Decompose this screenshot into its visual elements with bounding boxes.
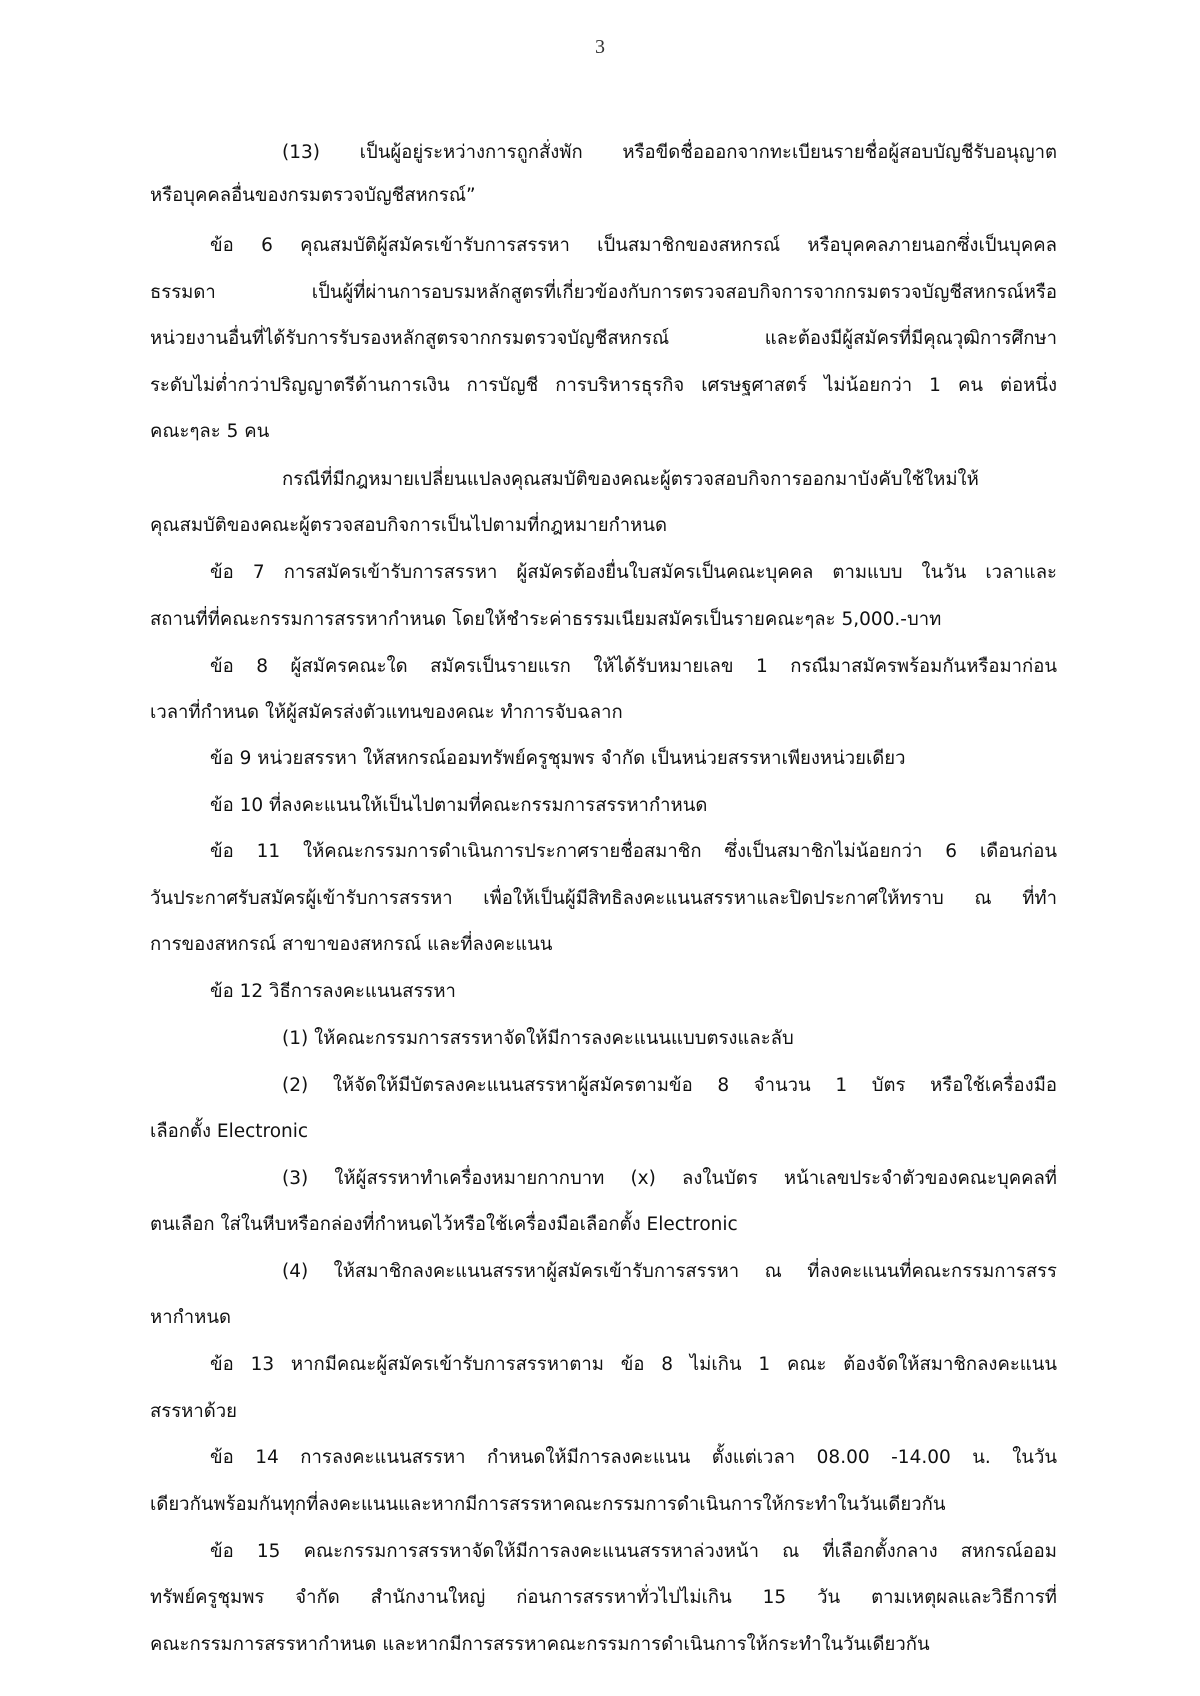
paragraph-line: กรณีที่มีกฎหมายเปลี่ยนแปลงคุณสมบัติของคณะผู้ตรวจสอบกิจการออกมาบังคับใช้ใหม่ให้ xyxy=(282,469,979,490)
paragraph-line: (1) ให้คณะกรรมการสรรหาจัดให้มีการลงคะแนนแบบตรงและลับ xyxy=(282,1028,794,1049)
paragraph-line: ข้อ 11 ให้คณะกรรมการดำเนินการประกาศรายชื่อสมาชิก ซึ่งเป็นสมาชิกไม่น้อยกว่า 6 เดือนก่อน xyxy=(210,841,1057,862)
paragraph-line: เลือกตั้ง Electronic xyxy=(150,1121,309,1142)
page-number: 3 xyxy=(595,36,605,58)
paragraph-line: ระดับไม่ต่ำกว่าปริญญาตรีด้านการเงิน การบัญชี การบริหารธุรกิจ เศรษฐศาสตร์ ไม่น้อยกว่า 1 คน ต่อหนึ่ง xyxy=(150,375,1057,396)
paragraph-line: (4) ให้สมาชิกลงคะแนนสรรหาผู้สมัครเข้ารับการสรรหา ณ ที่ลงคะแนนที่คณะกรรมการสรร xyxy=(282,1261,1057,1282)
paragraph-line: ตนเลือก ใส่ในหีบหรือกล่องที่กำหนดไว้หรือใช้เครื่องมือเลือกตั้ง Electronic xyxy=(150,1214,738,1235)
paragraph-line: (2) ให้จัดให้มีบัตรลงคะแนนสรรหาผู้สมัครตามข้อ 8 จำนวน 1 บัตร หรือใช้เครื่องมือ xyxy=(282,1075,1057,1096)
paragraph-line: หน่วยงานอื่นที่ได้รับการรับรองหลักสูตรจากกรมตรวจบัญชีสหกรณ์ และต้องมีผู้สมัครที่มีคุณวุฒิการศึกษา xyxy=(150,328,1057,349)
paragraph-line: วันประกาศรับสมัครผู้เข้ารับการสรรหา เพื่อให้เป็นผู้มีสิทธิลงคะแนนสรรหาและปิดประกาศให้ทราบ ณ ที่ทำ xyxy=(150,888,1057,909)
paragraph-line: ข้อ 7 การสมัครเข้ารับการสรรหา ผู้สมัครต้องยื่นใบสมัครเป็นคณะบุคคล ตามแบบ ในวัน เวลาและ xyxy=(210,562,1057,583)
paragraph-line: (3) ให้ผู้สรรหาทำเครื่องหมายกากบาท (x) ลงในบัตร หน้าเลขประจำตัวของคณะบุคคลที่ xyxy=(282,1168,1057,1189)
paragraph-line: คณะๆละ 5 คน xyxy=(150,421,270,442)
paragraph-line: เวลาที่กำหนด ให้ผู้สมัครส่งตัวแทนของคณะ ทำการจับฉลาก xyxy=(150,702,623,723)
paragraph-line: (13) เป็นผู้อยู่ระหว่างการถูกสั่งพัก หรือขีดชื่อออกจากทะเบียนรายชื่อผู้สอบบัญชีรับอนุญาต xyxy=(282,142,1057,163)
paragraph-line: ธรรมดา เป็นผู้ที่ผ่านการอบรมหลักสูตรที่เกี่ยวข้องกับการตรวจสอบกิจการจากกรมตรวจบัญชีสหกรณ์หรือ xyxy=(150,282,1057,303)
paragraph-line: คณะกรรมการสรรหากำหนด และหากมีการสรรหาคณะกรรมการดำเนินการให้กระทำในวันเดียวกัน xyxy=(150,1634,930,1655)
paragraph-line: ข้อ 10 ที่ลงคะแนนให้เป็นไปตามที่คณะกรรมการสรรหากำหนด xyxy=(210,795,708,816)
paragraph-line: คุณสมบัติของคณะผู้ตรวจสอบกิจการเป็นไปตามที่กฎหมายกำหนด xyxy=(150,515,668,536)
paragraph-line: ทรัพย์ครูชุมพร จำกัด สำนักงานใหญ่ ก่อนการสรรหาทั่วไปไม่เกิน 15 วัน ตามเหตุผลและวิธีการที่ xyxy=(150,1587,1057,1608)
paragraph-line: ข้อ 6 คุณสมบัติผู้สมัครเข้ารับการสรรหา เป็นสมาชิกของสหกรณ์ หรือบุคคลภายนอกซึ่งเป็นบุคคล xyxy=(210,235,1057,256)
paragraph-line: การของสหกรณ์ สาขาของสหกรณ์ และที่ลงคะแนน xyxy=(150,934,553,955)
paragraph-line: ข้อ 8 ผู้สมัครคณะใด สมัครเป็นรายแรก ให้ได้รับหมายเลข 1 กรณีมาสมัครพร้อมกันหรือมาก่อน xyxy=(210,656,1057,677)
paragraph-line: หากำหนด xyxy=(150,1307,232,1328)
paragraph-line: หรือบุคคลอื่นของกรมตรวจบัญชีสหกรณ์” xyxy=(150,185,476,206)
paragraph-line: ข้อ 9 หน่วยสรรหา ให้สหกรณ์ออมทรัพย์ครูชุมพร จำกัด เป็นหน่วยสรรหาเพียงหน่วยเดียว xyxy=(210,748,906,769)
paragraph-line: ข้อ 15 คณะกรรมการสรรหาจัดให้มีการลงคะแนนสรรหาล่วงหน้า ณ ที่เลือกตั้งกลาง สหกรณ์ออม xyxy=(210,1541,1057,1562)
paragraph-line: เดียวกันพร้อมกันทุกที่ลงคะแนนและหากมีการสรรหาคณะกรรมการดำเนินการให้กระทำในวันเดียวกัน xyxy=(150,1494,946,1515)
paragraph-line: ข้อ 14 การลงคะแนนสรรหา กำหนดให้มีการลงคะแนน ตั้งแต่เวลา 08.00 -14.00 น. ในวัน xyxy=(210,1447,1057,1468)
paragraph-line: สถานที่ที่คณะกรรมการสรรหากำหนด โดยให้ชำระค่าธรรมเนียมสมัครเป็นรายคณะๆละ 5,000.-บาท xyxy=(150,609,942,630)
paragraph-line: ข้อ 12 วิธีการลงคะแนนสรรหา xyxy=(210,981,456,1002)
paragraph-line: สรรหาด้วย xyxy=(150,1401,237,1422)
paragraph-line: ข้อ 13 หากมีคณะผู้สมัครเข้ารับการสรรหาตาม ข้อ 8 ไม่เกิน 1 คณะ ต้องจัดให้สมาชิกลงคะแนน xyxy=(210,1354,1057,1375)
